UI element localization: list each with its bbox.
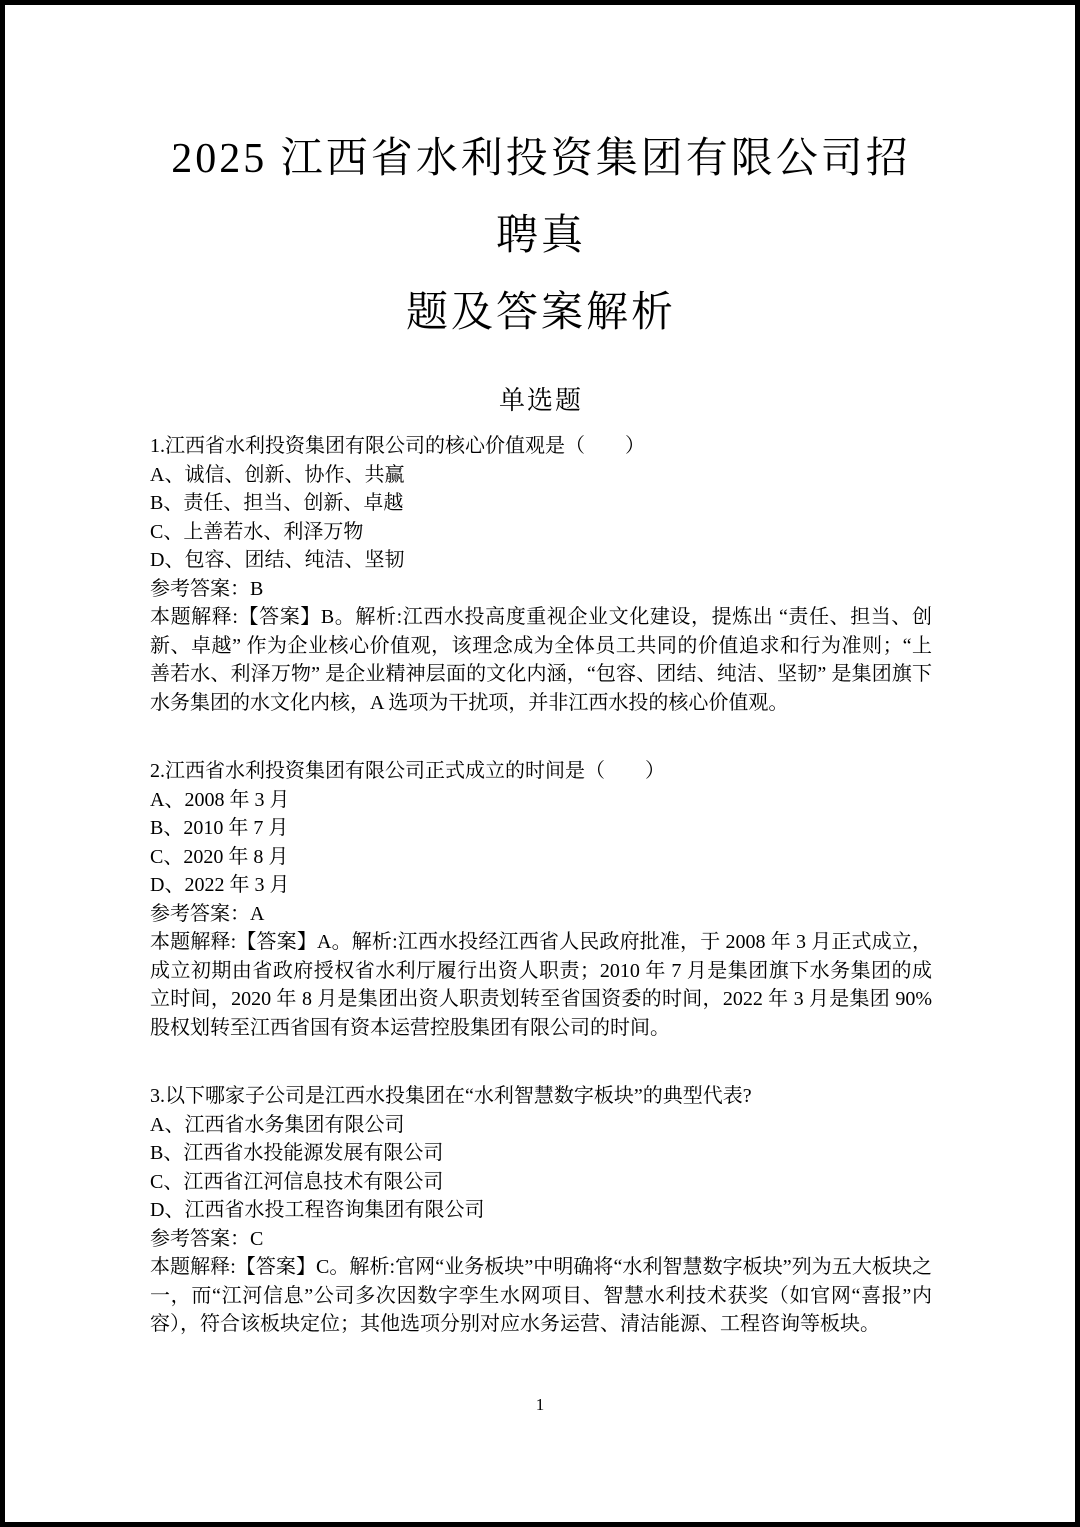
section-heading: 单选题 (498, 386, 583, 415)
page-number: 1 (535, 1395, 545, 1414)
question-option: A、2008 年 3 月 (150, 788, 290, 811)
question-explanation: 本题解释:【答案】C。解析:官网“业务板块”中明确将“水利智慧数字板块”列为五大板块之一，而“江河信息”公司多次因数字孪生水网项目、智慧水利技术获奖（如官网“喜报”内容），符合该板块定位；其他选项分别对应水务运营、清洁能源、工程咨询等板块。 (150, 1256, 932, 1335)
question-option: B、2010 年 7 月 (150, 817, 289, 839)
question-option: A、诚信、创新、协作、共赢 (150, 463, 405, 486)
question-option: B、江西省水投能源发展有限公司 (150, 1142, 444, 1164)
document-title-line-2: 题及答案解析 (405, 290, 676, 336)
question-block-2 (150, 757, 932, 1042)
question-block-1 (150, 432, 932, 717)
document-content (5, 121, 1075, 1339)
question-title: 3.以下哪家子公司是江西水投集团在“水利智慧数字板块”的典型代表? (150, 1085, 752, 1107)
question-list (150, 432, 932, 1339)
question-title: 1.江西省水利投资集团有限公司的核心价值观是（ ） (150, 435, 645, 457)
question-option: C、江西省江河信息技术有限公司 (150, 1170, 444, 1193)
question-block-3 (150, 1082, 932, 1339)
question-option: A、江西省水务集团有限公司 (150, 1113, 405, 1136)
answer-line: 参考答案：A (150, 902, 265, 925)
document-title-line-1: 2025 江西省水利投资集团有限公司招聘真 (171, 136, 911, 259)
question-option: D、包容、团结、纯洁、坚韧 (150, 549, 405, 571)
question-option: B、责任、担当、创新、卓越 (150, 492, 404, 514)
answer-line: 参考答案：C (150, 1227, 264, 1250)
question-option: C、2020 年 8 月 (150, 845, 289, 868)
question-option: D、2022 年 3 月 (150, 874, 290, 896)
document-title (150, 121, 932, 352)
question-explanation: 本题解释:【答案】B。解析:江西水投高度重视企业文化建设，提炼出 “责任、担当、创新、卓越” 作为企业核心价值观，该理念成为全体员工共同的价值追求和行为准则；“上善若水、利泽万物” 是企业精神层面的文化内涵，“包容、团结、纯洁、坚韧” 是集团旗下水务集团的水文化内核，A 选项为干扰项，并非江西水投的核心价值观。 (150, 606, 932, 714)
question-option: D、江西省水投工程咨询集团有限公司 (150, 1199, 485, 1221)
answer-line: 参考答案：B (150, 577, 264, 600)
question-title: 2.江西省水利投资集团有限公司正式成立的时间是（ ） (150, 760, 665, 782)
question-option: C、上善若水、利泽万物 (150, 520, 364, 543)
question-explanation: 本题解释:【答案】A。解析:江西水投经江西省人民政府批准，于 2008 年 3 月正式成立，成立初期由省政府授权省水利厅履行出资人职责；2010 年 7 月是集团旗下水务集团的成立时间，2020 年 8 月是集团出资人职责划转至省国资委的时间，2022 年 3 月是集团 90% 股权划转至江西省国有资本运营控股集团有限公司的时间。 (150, 931, 932, 1039)
